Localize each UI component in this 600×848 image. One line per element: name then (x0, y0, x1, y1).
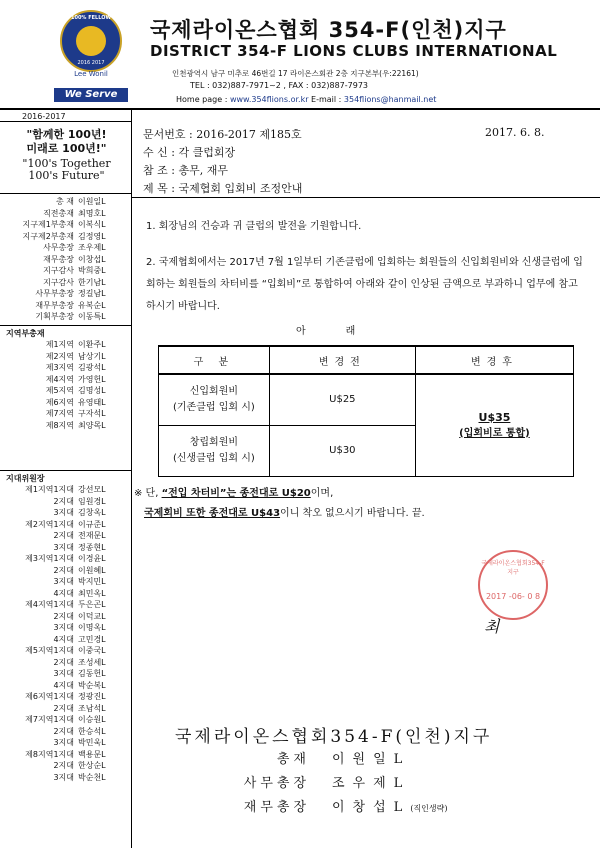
sidebar-name: 강선모L (78, 485, 106, 494)
home-url-link[interactable]: www.354flions.or.kr (229, 95, 309, 104)
sidebar-name: 이창섭L (78, 254, 106, 264)
sidebar-divider (0, 121, 131, 122)
sidebar-name: 두은곤L (78, 600, 106, 609)
sidebar-name: 가영헌L (78, 374, 106, 384)
sidebar-name: 고민경L (78, 634, 106, 644)
sidebar-title: 제4지역1지대 (25, 600, 74, 609)
row1-before: U$25 (269, 374, 415, 426)
sidebar-name: 정광진L (78, 692, 106, 701)
doc-ref-value: 총무, 재무 (178, 164, 228, 177)
lions-logo (60, 10, 122, 72)
sidebar-name: 이중국L (78, 646, 106, 655)
sidebar-name: 구자석L (78, 409, 106, 418)
sidebar-name: 정길남L (78, 289, 106, 298)
sidebar-name: 이덕교L (78, 611, 106, 621)
list-item (0, 622, 131, 634)
header-tel-fax: TEL : 032)887-7971~2 , FAX : 032)887-7973 (190, 81, 369, 90)
list-item (0, 397, 131, 409)
list-item (0, 385, 131, 397)
row2-before: U$30 (269, 426, 415, 477)
sidebar-name: 임원경L (78, 496, 106, 506)
list-item (0, 339, 131, 351)
after-cell (415, 374, 573, 477)
sidebar-name: 조남석L (78, 703, 106, 713)
note-bold: “전입 차터비”는 종전대로 U$20 (161, 488, 311, 499)
list-item (0, 351, 131, 363)
footer-name: 조우제L (332, 776, 411, 791)
sidebar-name: 한기남L (78, 277, 106, 287)
sidebar-name: 이원혜L (78, 565, 106, 575)
doc-to-label: 수 신 : (143, 146, 175, 159)
sidebar-name: 최명호L (78, 208, 106, 218)
sidebar-name: 김정영L (78, 231, 106, 241)
sidebar-title: 제3지역1지대 (25, 554, 74, 563)
sidebar-title: 지구감사 (43, 266, 74, 275)
sidebar-title: 3지대 (53, 577, 74, 586)
note (134, 484, 589, 524)
fee-table (158, 345, 574, 477)
doc-number-value: 2016-2017 제185호 (196, 128, 302, 141)
sidebar-title: 제2지역 (45, 351, 74, 361)
list-item (0, 703, 131, 715)
list-item (0, 362, 131, 374)
note2-underline: 국제회비 또한 종전대로 U$43 (144, 508, 281, 519)
sidebar-name: 박지민L (78, 577, 106, 586)
note-rest: 이며, (310, 488, 334, 499)
footer-row-president (215, 748, 410, 767)
sidebar-title: 제7지역1지대 (25, 715, 74, 724)
sidebar-name: 박희중L (78, 266, 106, 275)
sidebar-name: 최민옥L (78, 588, 106, 598)
sidebar-title: 3지대 (53, 542, 74, 552)
regional-heading: 지역부총재 (6, 329, 45, 338)
list-item (0, 219, 131, 231)
sidebar-name: 김명성L (78, 386, 106, 395)
list-item (0, 496, 131, 508)
sidebar-name: 유복순L (78, 300, 106, 310)
list-item (0, 760, 131, 772)
sidebar-name: 전재문L (78, 531, 106, 540)
list-item (0, 772, 131, 784)
sidebar-title: 제2지역1지대 (25, 519, 74, 529)
list-item (0, 254, 131, 266)
sidebar-name: 조우제L (78, 243, 106, 252)
logo-bottom-text: 2016 2017 (77, 60, 105, 66)
list-item (0, 231, 131, 243)
sidebar-title: 지구제1부총재 (22, 220, 74, 229)
list-item (0, 288, 131, 300)
sidebar-name: 최양목L (78, 420, 106, 430)
sidebar-title: 2지대 (53, 565, 74, 575)
sidebar-title: 3지대 (53, 772, 74, 782)
note-prefix: ※ 단, (134, 488, 162, 499)
logo-top-text: 100% FELLOW (71, 15, 111, 21)
footer-row-treasurer (215, 796, 447, 815)
footer-extra: (직인생략) (410, 804, 448, 813)
list-item (0, 576, 131, 588)
list-item (0, 611, 131, 623)
list-item (0, 300, 131, 312)
row2-name: 창립회원비 (189, 437, 239, 448)
footer-role: 총재 (276, 752, 310, 767)
doc-ref-label: 참 조 : (143, 164, 175, 177)
lions-emblem-icon (76, 26, 106, 56)
doc-to (143, 144, 235, 160)
sidebar-title: 제7지역 (45, 409, 74, 418)
row2-name-cell (159, 426, 270, 477)
note2-rest: 이니 착오 없으시기 바랍니다. 끝. (280, 508, 425, 519)
list-item (0, 311, 131, 323)
sidebar-title: 2지대 (53, 496, 74, 506)
sidebar-title: 제3지역 (45, 363, 74, 372)
sidebar-year: 2016-2017 (22, 112, 66, 121)
list-item (0, 242, 131, 254)
row2-sub: (신생클럽 입회 시) (172, 453, 255, 464)
list-item (0, 507, 131, 519)
below-heading: 아래 (296, 326, 396, 337)
sidebar-title: 제1지역1지대 (25, 485, 74, 494)
zone-list (0, 470, 131, 783)
sidebar-name: 남상기L (78, 351, 106, 361)
list-item (0, 530, 131, 542)
after-sub: (입회비로 통합) (459, 427, 530, 439)
sidebar-name: 이원일L (78, 197, 106, 206)
sidebar-vertical-divider (131, 110, 132, 848)
logo-name: Lee Wonil (74, 70, 108, 78)
stamp-date: 2017 -06- 0 8 (485, 592, 541, 601)
sidebar-name: 이규준L (78, 519, 106, 529)
header-after: 변경후 (415, 346, 573, 374)
official-stamp (478, 550, 548, 620)
header-divider (0, 108, 600, 110)
sidebar-title: 2지대 (53, 611, 74, 621)
row1-sub: (기존클럽 입회 시) (172, 402, 255, 413)
sidebar-name: 김광석L (78, 363, 106, 372)
list-item (0, 668, 131, 680)
list-item (0, 265, 131, 277)
header-category: 구 분 (159, 346, 270, 374)
sidebar-name: 박순천L (78, 772, 106, 782)
doc-number-label: 문서번호 : (143, 128, 193, 141)
footer-name: 이창섭L (332, 800, 411, 815)
sidebar-name: 한상순L (78, 761, 106, 770)
sidebar-name: 이복식L (78, 220, 106, 229)
sidebar-title: 사무총장 (43, 243, 74, 252)
sidebar-name: 이경윤L (78, 554, 106, 563)
footer-role: 사무총장 (243, 776, 310, 791)
row1-name: 신입회원비 (189, 386, 239, 397)
sidebar-title: 2지대 (53, 657, 74, 667)
sidebar-name: 이환주L (78, 340, 106, 349)
list-item (0, 726, 131, 738)
footer-title: 국제라이온스협회354-F(인천)지구 (175, 727, 493, 747)
list-item (0, 599, 131, 611)
list-item (0, 196, 131, 208)
sidebar-title: 총 재 (56, 197, 74, 206)
sidebar-title: 2지대 (53, 726, 74, 736)
header-title-eng: DISTRICT 354-F LIONS CLUBS INTERNATIONAL (150, 42, 558, 60)
footer-name: 이원일L (332, 752, 411, 767)
sidebar-title: 직전총재 (43, 208, 74, 218)
sidebar-title: 2지대 (53, 703, 74, 713)
sidebar-title: 2지대 (53, 761, 74, 770)
sidebar-name: 조성세L (78, 657, 106, 667)
sidebar-title: 지구감사 (43, 277, 74, 287)
sidebar-name: 박순복L (78, 680, 106, 690)
list-item (0, 374, 131, 386)
subject-divider (131, 197, 600, 198)
list-item (0, 588, 131, 600)
table-row (159, 374, 574, 426)
doc-subject (143, 180, 302, 196)
list-item (0, 208, 131, 220)
sidebar-name: 한승석L (78, 726, 106, 736)
officers-list (0, 193, 131, 323)
list-item (0, 565, 131, 577)
sidebar-name: 이승원L (78, 715, 106, 724)
sidebar-title: 제6지역 (45, 397, 74, 407)
email-link[interactable]: 354flions@hanmail.net (343, 95, 437, 104)
sidebar-title: 사무부총장 (35, 289, 74, 298)
doc-number (143, 126, 302, 142)
list-item (0, 484, 131, 496)
sidebar-title: 제8지역 (45, 420, 74, 430)
row1-name-cell (159, 374, 270, 426)
sidebar-name: 박민욱L (78, 738, 106, 747)
list-item (0, 553, 131, 565)
sidebar-name: 이동특L (78, 312, 106, 321)
sidebar-title: 제5지역1지대 (25, 646, 74, 655)
doc-subject-label: 제 목 : (143, 182, 175, 195)
doc-ref (143, 162, 228, 178)
sidebar-title: 3지대 (53, 508, 74, 517)
list-item (0, 420, 131, 432)
list-item (0, 277, 131, 289)
list-item (0, 657, 131, 669)
doc-date: 2017. 6. 8. (485, 126, 545, 139)
sidebar-name: 정종현L (78, 542, 106, 552)
list-item (0, 645, 131, 657)
email-label: E-mail : (308, 95, 344, 104)
footer-row-secretary (215, 772, 410, 791)
sidebar-title: 제5지역 (45, 386, 74, 395)
fee-table-header (159, 346, 574, 374)
sidebar-name: 김동헌L (78, 669, 106, 678)
sidebar-title: 재무부총장 (35, 300, 74, 310)
footer-role: 재무총장 (243, 800, 310, 815)
slogan-eng: "100's Together 100's Future" (22, 157, 111, 182)
sidebar-title: 2지대 (53, 531, 74, 540)
sidebar-title: 4지대 (53, 680, 74, 690)
sidebar-title: 제6지역1지대 (25, 692, 74, 701)
stamp-text: 국제라이온스협회354-F지구 (481, 560, 545, 576)
sidebar-name: 유영태L (78, 397, 106, 407)
sidebar-title: 3지대 (53, 669, 74, 678)
we-serve-banner: We Serve (54, 88, 128, 102)
list-item (0, 691, 131, 703)
list-item (0, 680, 131, 692)
sidebar-name: 김창옥L (78, 508, 106, 517)
regional-list (0, 325, 131, 431)
after-value: U$35 (478, 410, 511, 424)
slogan-kor: "함께한 100년! 미래로 100년!" (26, 128, 107, 155)
header-title-kor: 국제라이온스협회 354-F(인천)지구 (150, 18, 507, 42)
sidebar-title: 3지대 (53, 623, 74, 632)
sidebar-title: 4지대 (53, 588, 74, 598)
list-item (0, 749, 131, 761)
home-label: Home page : (176, 95, 230, 104)
paragraph-1: 1. 회장님의 건승과 귀 클럽의 발전을 기원합니다. (146, 221, 362, 232)
paragraph-2: 2. 국제협회에서는 2017년 7월 1일부터 기존클럽에 입회하는 회원들의 신입회원비와 신생클럽에 입회하는 회원들의 차터비를 “입회비”로 통합하여 아래와 같이 인상된 금액으로 부과하니 업무에 참고하시기 바랍니다. (146, 257, 583, 312)
signature: 최 (484, 617, 500, 636)
sidebar-name: 백용문L (78, 749, 106, 759)
sidebar-name: 이명옥L (78, 623, 106, 632)
sidebar-title: 제4지역 (45, 374, 74, 384)
sidebar-title: 4지대 (53, 634, 74, 644)
list-item (0, 542, 131, 554)
doc-subject-value: 국제협회 입회비 조정안내 (178, 182, 303, 195)
sidebar-title: 3지대 (53, 738, 74, 747)
sidebar-title: 제8지역1지대 (25, 749, 74, 759)
list-item (0, 408, 131, 420)
header-address: 인천광역시 남구 미추로 46번길 17 라이온스회관 2층 지구본부(우:22161) (172, 69, 419, 78)
doc-to-value: 각 클럽회장 (178, 146, 236, 159)
sidebar-title: 지구제2부총재 (22, 231, 74, 241)
list-item (0, 714, 131, 726)
list-item (0, 737, 131, 749)
list-item (0, 519, 131, 531)
sidebar-title: 재무총장 (43, 254, 74, 264)
sidebar-title: 기획부총장 (35, 312, 74, 321)
zone-heading: 지대위원장 (6, 474, 45, 483)
header-web (176, 95, 436, 104)
header-before: 변경전 (269, 346, 415, 374)
sidebar-title: 제1지역 (45, 340, 74, 349)
list-item (0, 634, 131, 646)
